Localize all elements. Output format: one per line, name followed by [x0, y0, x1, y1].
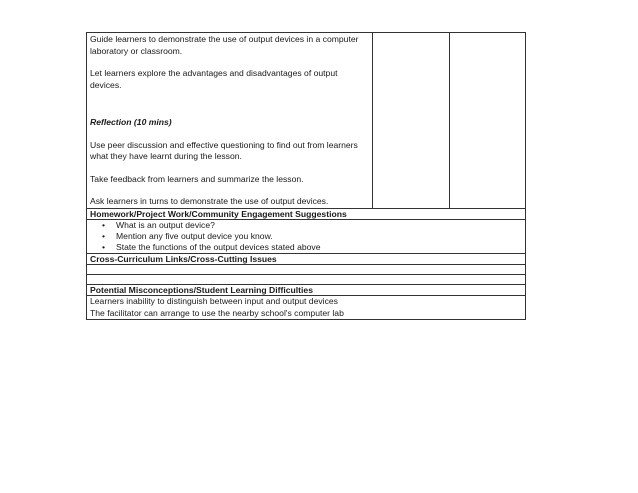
cross-curriculum-heading: Cross-Curriculum Links/Cross-Cutting Issues: [87, 254, 526, 265]
activities-row: [87, 33, 526, 209]
misconceptions-heading: Potential Misconceptions/Student Learning Difficulties: [87, 285, 526, 296]
cross-curriculum-header-row: [87, 254, 526, 265]
spacer-row: [87, 275, 526, 285]
misconceptions-content-row: [87, 296, 526, 320]
misconceptions-cell: [87, 296, 526, 320]
homework-list-cell: [87, 219, 526, 254]
misconception-line: Learners inability to distinguish between input and output devices: [90, 296, 338, 307]
reflection-paragraph: Ask learners in turns to demonstrate the use of output devices.: [90, 196, 329, 206]
homework-list-row: [87, 219, 526, 254]
activity-paragraph: Let learners explore the advantages and disadvantages of output devices.: [90, 68, 338, 90]
misconception-line: The facilitator can arrange to use the nearby school's computer lab: [90, 307, 344, 318]
lesson-plan-table: [86, 32, 526, 320]
activities-cell: [87, 33, 373, 209]
cross-curriculum-content-row: [87, 265, 526, 275]
bullet-icon: •: [102, 241, 106, 252]
list-item: • What is an output device?: [102, 219, 215, 230]
empty-cell-2: [373, 33, 449, 209]
cross-curriculum-empty-cell: [87, 265, 526, 275]
activity-paragraph: Guide learners to demonstrate the use of output devices in a computer laboratory or classroom.: [90, 34, 359, 56]
bullet-icon: •: [102, 230, 106, 241]
bullet-icon: •: [102, 219, 106, 230]
misconceptions-header-row: [87, 285, 526, 296]
list-item: • Mention any five output device you know.: [102, 230, 273, 241]
list-item: • State the functions of the output devices stated above: [102, 241, 321, 252]
reflection-heading: Reflection (10 mins): [90, 117, 172, 127]
homework-heading: Homework/Project Work/Community Engagement Suggestions: [87, 208, 526, 219]
reflection-paragraph: Use peer discussion and effective questioning to find out from learners what they have learnt during the lesson.: [90, 139, 358, 161]
homework-list: [90, 220, 522, 254]
empty-cell-3: [449, 33, 526, 209]
spacer-cell: [87, 275, 526, 285]
reflection-paragraph: Take feedback from learners and summarize the lesson.: [90, 173, 304, 184]
homework-header-row: [87, 208, 526, 219]
